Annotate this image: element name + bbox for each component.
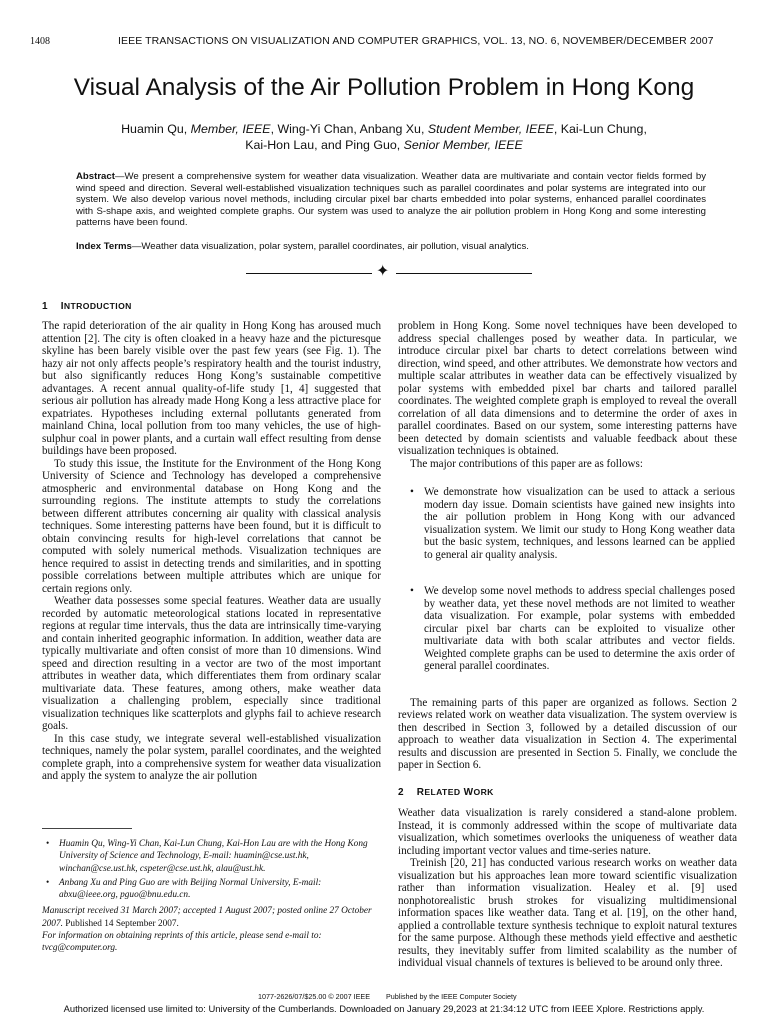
authorized-use-notice: Authorized licensed use limited to: University of the Cumberlands. Downloaded on January 29,2023 at 21:34:12 UTC from IEEE Xplore. Restrictions apply. [63,1003,705,1014]
index-terms-label: Index Terms [76,241,132,252]
author-name: , Wing-Yi Chan, Anbang Xu, [270,122,428,136]
journal-header: IEEE TRANSACTIONS ON VISUALIZATION AND COMPUTER GRAPHICS, VOL. 13, NO. 6, NOVEMBER/DECEMBER 2007 [118,35,714,47]
paragraph: Weather data possesses some special features. Weather data are usually recorded by automatic meteorological stations located in representative regions at regular time intervals, thus the data are intrinsically time-varying and contain inherited geographic information. In addition, weather data are typically multivariate and often consist of more than 10 dimensions. Wind speed and direction resulting in a vector are two of the most important attributes in weather data, which differentiates them from ordinary scalar multivariate data. These features, among others, make weather data visualization a challenging problem, especially since traditional visualization techniques like scatterplots and glyphs fail to achieve research goals. [42,595,381,732]
author-role: Student Member, IEEE [427,122,554,136]
bullet-icon: • [410,486,414,498]
paragraph: Treinish [20, 21] has conducted various research works on weather data visualization but his approaches lean more toward scientific visualization rather than information visualization. Healey et al. [9] used nonphotorealistic brush strokes for visualizing multidimensional information spaces like weather data. Tang et al. [19], on the other hand, applied a controllable texture synthesis technique to exploit natural textures for the same purpose. Although these methods yield effective and aesthetic results, they inevitably suffer from limited scalability as the number of individual visual channels of textures is believed to be around only three. [398,857,737,969]
footnote-item: • Anbang Xu and Ping Guo are with Beijing Normal University, E-mail: abxu@ieee.org, pguo@bnu.edu.cn. [46,877,322,901]
footnotes [42,838,381,955]
separator-line-right [396,273,532,274]
author-name: Huamin Qu, [121,122,191,136]
separator-diamond-icon: ✦ [376,263,390,280]
paragraph: Weather data visualization is rarely considered a stand-alone problem. Instead, it is commonly addressed within the scope of multivariate data visualization, which sometimes overlooks the uniqueness of weather data including important vector values and time-series nature. [398,807,737,857]
bullet-icon: • [410,585,414,597]
paper-title: Visual Analysis of the Air Pollution Problem in Hong Kong [73,74,695,101]
paragraph: problem in Hong Kong. Some novel techniques have been developed to address special challenges posed by weather data. In particular, we introduce circular pixel bar charts to detect correlations between wind direction, wind speed, and other attributes. We demonstrate how vectors and multiple scalar attributes in weather data can be effectively visualized by polar systems with embedded pixel bar charts and tailored parallel coordinates. The weighted complete graph is employed to reveal the overall correlation of all data dimensions and to determine the order of axes in parallel coordinates. Based on our system, some interesting patterns have been detected by domain scientists and valuable feedback about these visualization techniques is obtained. [398,320,737,457]
reprints-note: For information on obtaining reprints of this article, please send e-mail to: tvcg@computer.org. [42,931,322,954]
list-item: • We develop some novel methods to address special challenges posed by weather data, yet these novel methods are not limited to weather data visualization. For example, polar systems with embedded circular pixel bar charts can be exploited to visualize other multivariate data with both scalar attributes and vector fields. Weighted complete graphs can be used to determine the axis order of general parallel coordinates. [410,585,735,672]
paragraph: The rapid deterioration of the air quality in Hong Kong has aroused much attention [2]. The city is often cloaked in a heavy haze and the picturesque skyline has been barely visible over the past few years (see Fig. 1). The hazy air not only affects people’s respiratory health and the tourist industry, but also significantly reduces Hong Kong’s sustainable competitive advantages. A recent annual quality-of-life study [1, 4] suggested that serious air pollution has already made Hong Kong a less attractive place for expatriates. Hypotheses including external pollutants generated from mainland China, local pollution from too many vehicles, the use of high-sulphur coal in power plants, and a curtain wall effect resulting from dense buildings have been proposed. [42,320,381,457]
manuscript-note: Manuscript received 31 March 2007; accepted 1 August 2007; posted online 27 October 2007. Published 14 September 2007. [42,906,372,929]
right-column [398,320,737,970]
list-item: • We demonstrate how visualization can be used to attack a serious modern day issue. Domain scientists have gained new insights into the air pollution problem in Hong Kong with our advanced visualization system. We limit our study to Hong Kong weather data but the basic system, techniques, and lessons learned can be applied to general air quality analysis. [410,486,735,561]
contribution-list [398,486,737,673]
section-heading-related-work: 2 RELATED WORK [398,786,494,798]
abstract-text: —We present a comprehensive system for weather data visualization. Weather data are multivariate and contain vector fields formed by wind speed and direction. Several well-established visualization techniques such as parallel coordinates and polar systems are integrated into our system. We also develop various novel methods, including circular pixel bar charts embedded into polar systems, enhanced parallel coordinates with S-shape axis, and weighted complete graphs. Our system was used to analyze the air pollution problem in Hong Kong and some interesting patterns have been found. [76,171,706,229]
copyright-line: 1077-2626/07/$25.00 © 2007 IEEE Published by the IEEE Computer Society [258,992,517,1001]
index-terms-text: —Weather data visualization, polar system, parallel coordinates, air pollution, visual analytics. [131,241,529,252]
footnote-item: • Huamin Qu, Wing-Yi Chan, Kai-Lun Chung, Kai-Hon Lau are with the Hong Kong University of Science and Technology, E-mail: huamin@cse.ust.hk, winchan@cse.ust.hk, cspeter@cse.ust.hk, alau@ust.hk. [46,839,368,874]
author-name: Kai-Hon Lau, and Ping Guo, [245,138,404,152]
paragraph: In this case study, we integrate several well-established visualization techniques, namely the polar system, parallel coordinates, and the weighted complete graph, into a comprehensive system for weather data visualization and apply the system to analyze the air pollution [42,732,381,782]
bullet-icon: • [46,877,50,888]
paragraph: The major contributions of this paper are as follows: [410,457,643,470]
index-terms [76,241,706,253]
author-role: Member, IEEE [190,122,271,136]
separator-line-left [246,273,372,274]
author-name: , Kai-Lun Chung, [553,122,647,136]
footnote-rule [42,828,132,829]
left-column [42,301,381,783]
paragraph: To study this issue, the Institute for the Environment of the Hong Kong University of Science and Technology has developed a comprehensive atmospheric and environmental database on Hong Kong and the surrounding regions. The institute attempts to study the correlations between different attributes concerning air quality with classical analysis techniques. Some interesting patterns have been found, but it is difficult to obtain convincing results for high-level correlations that cannot be computed with solely numerical methods. Visualization techniques are hence required to assist in detecting trends and similarities, and in spotting possible correlations between multiple attributes which are unique for certain regions only. [42,457,381,595]
abstract-label: Abstract [76,171,115,182]
author-list [0,121,768,153]
page-number: 1408 [30,36,50,47]
bullet-icon: • [46,839,50,849]
author-role: Senior Member, IEEE [403,138,523,152]
section-heading-introduction: 1 INTRODUCTION [42,301,132,312]
paragraph: The remaining parts of this paper are organized as follows. Section 2 reviews related work on weather data visualization. The system overview is then described in Section 3, followed by a detailed discussion of our approach to weather data visualization in Section 4. The experimental results and discussion are presented in Section 5. Finally, we conclude the paper in Section 6. [398,696,737,771]
abstract [76,171,706,229]
